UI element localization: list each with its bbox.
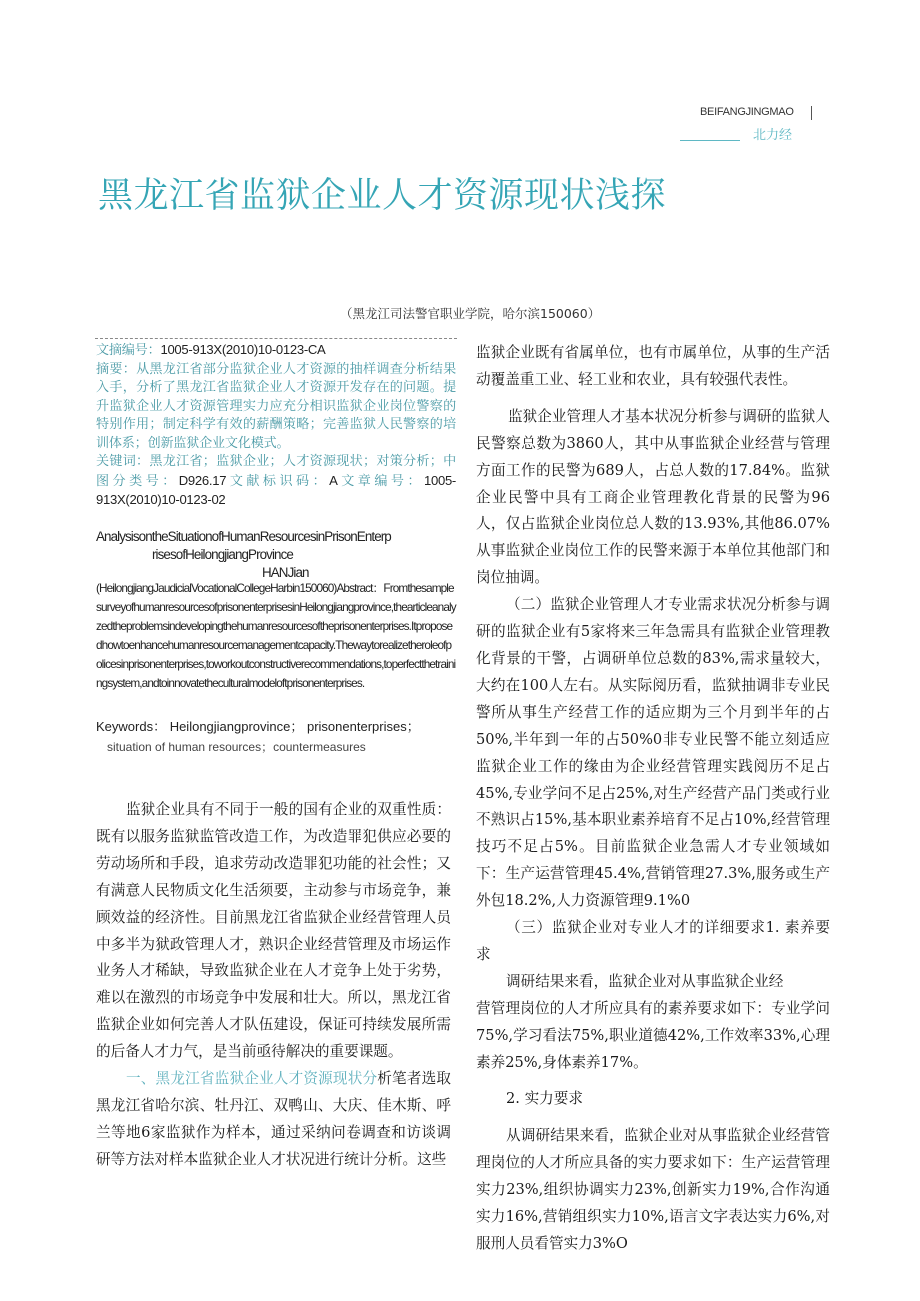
left-column xyxy=(96,797,451,1174)
right-paragraph-7: 2. 实力要求 xyxy=(506,1090,583,1108)
class-code: D926.17 xyxy=(178,472,227,488)
section1-heading: 一、黑龙江省监狱企业人才资源现状分 xyxy=(126,1070,378,1088)
doc-id: 1005-913X(2010)10-0123-CA xyxy=(160,342,326,357)
english-title-line2: risesofHeilongjiangProvince xyxy=(152,547,293,562)
article-title: 黑龙江省监狱企业人才资源现状浅探 xyxy=(98,176,667,216)
right-paragraph-2: 监狱企业管理人才基本状况分析参与调研的监狱人民警察总数为3860人，其中从事监狱企业经营与管理方面工作的民警为689人，占总人数的17.84%。监狱企业民警中具有工商企业管理教化背景的民警为96人，仅占监狱企业岗位总人数的13.93%,其他86.07%从事监狱企业岗位工作的民警来源于本单位其他部门和岗位抽调。 xyxy=(476,407,830,587)
right-paragraph-3: （二）监狱企业管理人才专业需求状况分析参与调研的监狱企业有5家将来三年急需具有监狱企业管理教化背景的干警，占调研单位总数的83%,需求量较大，大约在100人左右。从实际阅历看，监狱抽调非专业民警所从事生产经营工作的适应期为三个月到半年的占50%,半年到一年的占50%0非专业民警不能立刻适应监狱企业工作的缘由为企业经营管理实践阅历不足占45%,专业学问不足占25%,对生产经营产品门类或行业不熟识占15%,基本职业素养培育不足占10%,经营管理技巧不足占5%。目前监狱企业急需人才专业领域如下：生产运营管理45.4%,营销管理27.3%,服务或生产外包18.2%,人力资源管理9.1%0 xyxy=(476,596,830,910)
right-paragraph-5: 调研结果来看，监狱企业对从事监狱企业经 xyxy=(506,972,784,990)
keywords-label: 关键词： xyxy=(96,454,150,469)
english-title-line1: AnalysisontheSituationofHumanResourcesinPrisonEnterp xyxy=(96,529,391,544)
summary-label: 摘要： xyxy=(96,361,137,377)
author-affiliation: （黑龙江司法警官职业学院，哈尔滨150060） xyxy=(340,306,601,321)
doc-code-label: 文献标识码： xyxy=(226,473,330,489)
intro-paragraph: 监狱企业具有不同于一般的国有企业的双重性质：既有以服务监狱监管改造工作，为改造罪犯供应必要的劳动场所和手段，追求劳动改造罪犯功能的社会性；又有满意人民物质文化生活须要，主动参与市场竞争，兼顾效益的经济性。目前黑龙江省监狱企业经营管理人员中多半为狱政管理人才，熟识企业经营管理及市场运作业务人才稀缺，导致监狱企业在人才竞争上处于劣势，难以在激烈的市场竞争中发展和壮大。所以，黑龙江省监狱企业如何完善人才队伍建设，保证可持续发展所需的后备人才力气，是当前亟待解决的重要课题。 xyxy=(96,801,451,1061)
right-paragraph-1: 监狱企业既有省属单位，也有市属单位，从事的生产活动覆盖重工业、轻工业和农业，具有较强代表性。 xyxy=(476,344,830,388)
class-label: 中图分类号： xyxy=(96,454,456,489)
doc-code: A xyxy=(329,472,338,488)
english-title-block xyxy=(96,528,456,582)
right-paragraph-6: 营管理岗位的人才所应具有的素养要求如下：专业学问75%,学习看法75%,职业道德42%,工作效率33%,心理素养25%,身体素养17%。 xyxy=(476,999,830,1071)
keywords-text: 黑龙江省；监狱企业；人才资源现状；对策分析； xyxy=(149,454,443,469)
masthead-rule xyxy=(680,140,740,141)
right-paragraph-8: 从调研结果来看，监狱企业对从事监狱企业经营管理岗位的人才所应具备的实力要求如下：生产运营管理实力23%,组织协调实力23%,创新实力19%,合作沟通实力16%,营销组织实力10%,语言文字表达实力6%,对服刑人员看管实力3%O xyxy=(476,1127,830,1252)
doc-id-label: 文摘编号： xyxy=(96,343,161,358)
abstract-top-rule xyxy=(95,338,457,339)
summary-text: 从黑龙江省部分监狱企业人才资源的抽样调查分析结果入手，分析了黑龙江省监狱企业人才资源开发存在的问题。提升监狱企业人才资源管理实力应充分相识监狱企业岗位警察的特别作用；制定科学有效的薪酬策略；完善监狱人民警察的培训体系；创新监狱企业文化模式。 xyxy=(96,361,457,451)
right-column xyxy=(476,340,830,1258)
article-number: 1005-913X(2010)10-0123-02 xyxy=(96,472,456,507)
english-keywords: Keywords： Heilongjiangprovince； prisonenterprises； xyxy=(96,719,420,734)
english-abstract: (HeilongjiangJaudicialVocationalCollegeHarbin150060)Abstract：FromthesamplesurveyofhumanresourcesofprisonenterprisesinHeilongjiangprovince,thearticleanalyzedtheproblemsindevelopingthehumanresourcesoftheprisonenterprises.Itproposedhowtoenhancehumanresourcemanagementcapacity.Thewaytorealizetheroleofpolicesinprisonenterprises,toworkoutconstructiverecommendations,toperfectthetrainingsystem,andtoinnovatetheculturalmodeloftprisonenterprises. xyxy=(96,581,456,690)
english-author: HANJian xyxy=(262,565,309,580)
article-label: 文章编号： xyxy=(337,473,424,489)
journal-name-en: BEIFANGJINGMAO xyxy=(700,106,794,118)
masthead-divider xyxy=(811,106,812,120)
right-paragraph-4: （三）监狱企业对专业人才的详细要求1. 素养要求 xyxy=(476,919,830,963)
abstract-block xyxy=(96,341,456,511)
english-keywords-line2: situation of human resources；countermeasures xyxy=(107,740,366,754)
journal-name-zh: 北力经 xyxy=(752,128,792,143)
section1-text: 析笔者选取黑龙江省哈尔滨、牡丹江、双鸭山、大庆、佳木斯、呼兰等地6家监狱作为样本，通过采纳问卷调查和访谈调研等方法对样本监狱企业人才状况进行统计分析。这些 xyxy=(96,1070,451,1168)
